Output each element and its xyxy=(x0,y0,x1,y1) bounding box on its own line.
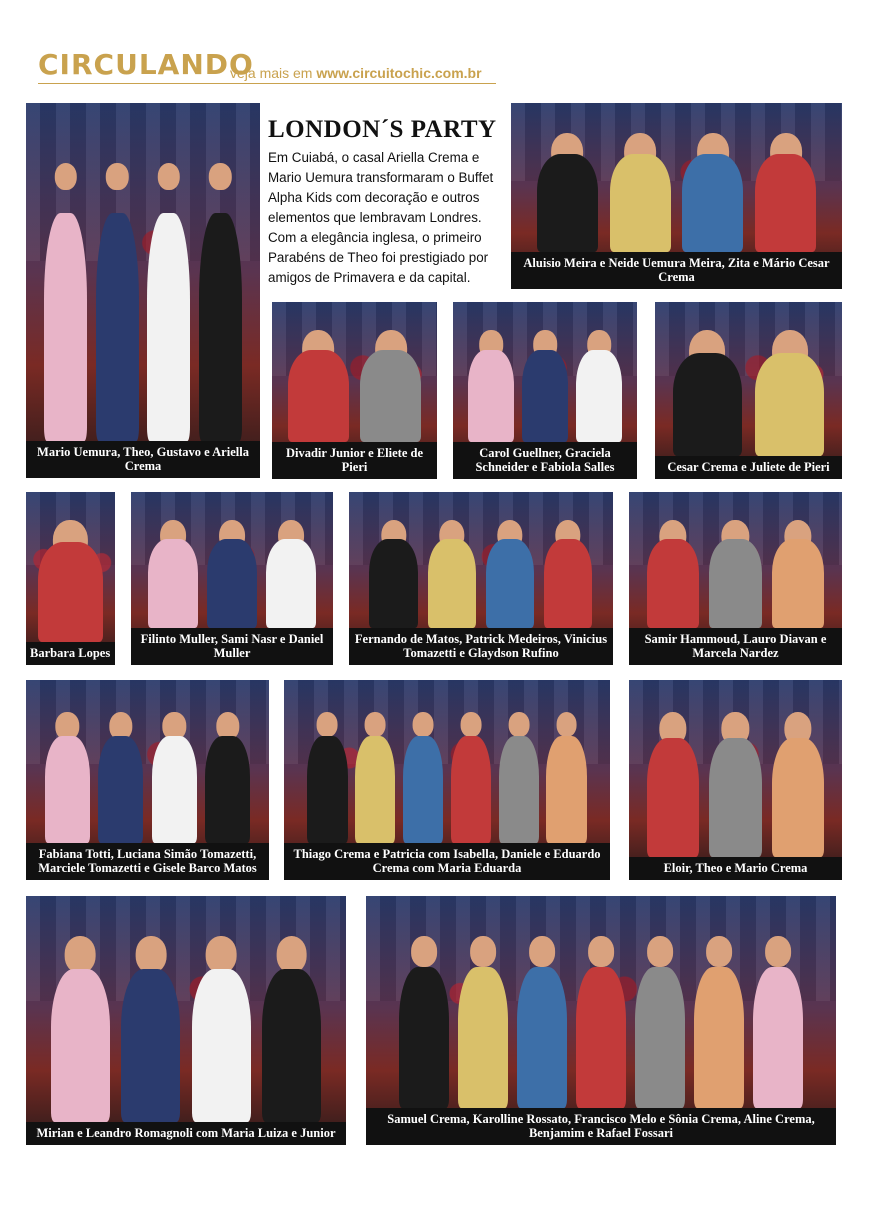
person-body xyxy=(45,736,90,843)
person-body xyxy=(38,542,104,642)
person-silhouette xyxy=(753,936,803,1108)
article-intro xyxy=(268,116,504,288)
person-body xyxy=(610,154,671,252)
person-silhouette xyxy=(451,712,491,843)
photo-13 xyxy=(26,896,346,1145)
people-group xyxy=(464,330,626,442)
person-silhouette xyxy=(517,936,567,1108)
person-head xyxy=(706,936,732,967)
person-silhouette xyxy=(403,712,443,843)
photo-caption: Samir Hammoud, Lauro Diavan e Marcela Nardez xyxy=(629,628,842,665)
person-silhouette xyxy=(360,330,421,442)
header-divider xyxy=(38,83,496,84)
person-body xyxy=(360,350,421,442)
person-body xyxy=(152,736,197,843)
person-silhouette xyxy=(288,330,349,442)
person-silhouette xyxy=(205,712,250,843)
person-head xyxy=(65,936,96,973)
article-body: Em Cuiabá, o casal Ariella Crema e Mario Uemura transformaram o Buffet Alpha Kids com decoração e outros elementos que lembravam Londres. Com a elegância inglesa, o primeiro Parabéns de Theo foi prestigiado por amigos de Primavera e da capital. xyxy=(268,150,494,285)
person-body xyxy=(647,738,699,857)
person-silhouette xyxy=(486,520,535,628)
person-head xyxy=(55,163,77,190)
person-body xyxy=(517,967,567,1108)
person-head xyxy=(135,936,166,973)
people-group xyxy=(666,330,831,456)
person-body xyxy=(355,736,395,843)
photo-6 xyxy=(26,492,115,665)
person-body xyxy=(403,736,443,843)
person-silhouette xyxy=(709,520,761,628)
photo-caption: Mario Uemura, Theo, Gustavo e Ariella Crema xyxy=(26,441,260,478)
person-body xyxy=(544,539,593,628)
photo-caption: Fernando de Matos, Patrick Medeiros, Vinicius Tomazetti e Glaydson Rufino xyxy=(349,628,613,665)
person-body xyxy=(635,967,685,1108)
photo-12 xyxy=(629,680,842,880)
person-body xyxy=(147,213,190,441)
person-silhouette xyxy=(192,936,251,1122)
section-title: CIRCULANDO xyxy=(38,48,254,81)
photo-caption: Mirian e Leandro Romagnoli com Maria Luiza e Junior xyxy=(26,1122,346,1145)
person-silhouette xyxy=(772,712,824,857)
person-silhouette xyxy=(121,936,180,1122)
person-body xyxy=(772,738,824,857)
person-silhouette xyxy=(635,936,685,1108)
person-silhouette xyxy=(755,133,816,252)
person-silhouette xyxy=(458,936,508,1108)
photo-caption: Filinto Muller, Sami Nasr e Daniel Muller xyxy=(131,628,333,665)
person-body xyxy=(98,736,143,843)
article-title: LONDON´S PARTY xyxy=(268,116,497,143)
person-silhouette xyxy=(755,330,824,456)
people-group xyxy=(365,520,597,628)
person-silhouette xyxy=(772,520,824,628)
person-body xyxy=(486,539,535,628)
person-silhouette xyxy=(399,936,449,1108)
person-silhouette xyxy=(266,520,316,628)
person-body xyxy=(755,353,824,456)
person-body xyxy=(755,154,816,252)
person-silhouette xyxy=(576,936,626,1108)
person-silhouette xyxy=(682,133,743,252)
person-head xyxy=(556,712,577,737)
person-body xyxy=(288,350,349,442)
person-body xyxy=(399,967,449,1108)
person-head xyxy=(588,936,614,967)
people-group xyxy=(282,330,427,442)
person-silhouette xyxy=(96,163,139,441)
photo-9 xyxy=(629,492,842,665)
person-body xyxy=(499,736,539,843)
person-body xyxy=(205,736,250,843)
person-head xyxy=(106,163,128,190)
person-body xyxy=(468,350,513,442)
people-group xyxy=(31,520,109,642)
person-body xyxy=(576,967,626,1108)
person-silhouette xyxy=(51,936,110,1122)
person-silhouette xyxy=(522,330,567,442)
person-body xyxy=(192,969,251,1122)
person-body xyxy=(307,736,347,843)
person-head xyxy=(470,936,496,967)
people-group xyxy=(143,520,321,628)
photo-caption: Carol Guellner, Graciela Schneider e Fabiola Salles xyxy=(453,442,637,479)
photo-caption: Fabiana Totti, Luciana Simão Tomazetti, Marciele Tomazetti e Gisele Barco Matos xyxy=(26,843,269,880)
person-head xyxy=(276,936,307,973)
people-group xyxy=(394,936,808,1108)
person-silhouette xyxy=(647,712,699,857)
person-head xyxy=(647,936,673,967)
photo-caption: Eloir, Theo e Mario Crema xyxy=(629,857,842,880)
photo-2 xyxy=(511,103,842,289)
person-head xyxy=(765,936,791,967)
people-group xyxy=(41,712,255,843)
person-silhouette xyxy=(152,712,197,843)
person-body xyxy=(369,539,418,628)
photo-4 xyxy=(453,302,637,479)
photo-caption: Divadir Junior e Eliete de Pieri xyxy=(272,442,437,479)
person-silhouette xyxy=(647,520,699,628)
person-body xyxy=(44,213,87,441)
person-body xyxy=(121,969,180,1122)
website-link[interactable]: www.circuitochic.com.br xyxy=(316,65,482,81)
photo-3 xyxy=(272,302,437,479)
photo-11 xyxy=(284,680,610,880)
person-silhouette xyxy=(147,163,190,441)
person-body xyxy=(266,539,316,628)
photo-caption: Aluisio Meira e Neide Uemura Meira, Zita e Mário Cesar Crema xyxy=(511,252,842,289)
person-silhouette xyxy=(262,936,321,1122)
photo-14 xyxy=(366,896,836,1145)
person-silhouette xyxy=(709,712,761,857)
people-group xyxy=(40,163,246,441)
person-body xyxy=(428,539,477,628)
person-silhouette xyxy=(428,520,477,628)
person-body xyxy=(537,154,598,252)
person-silhouette xyxy=(576,330,621,442)
person-silhouette xyxy=(148,520,198,628)
person-body xyxy=(522,350,567,442)
person-silhouette xyxy=(694,936,744,1108)
person-body xyxy=(772,539,824,628)
person-body xyxy=(673,353,742,456)
person-head xyxy=(460,712,481,737)
person-head xyxy=(209,163,231,190)
person-head xyxy=(365,712,386,737)
person-silhouette xyxy=(537,133,598,252)
person-head xyxy=(529,936,555,967)
people-group xyxy=(531,133,822,252)
page-header xyxy=(38,48,498,88)
person-head xyxy=(413,712,434,737)
person-silhouette xyxy=(546,712,586,843)
person-silhouette xyxy=(307,712,347,843)
person-body xyxy=(753,967,803,1108)
person-body xyxy=(148,539,198,628)
person-head xyxy=(411,936,437,967)
person-silhouette xyxy=(499,712,539,843)
photo-5 xyxy=(655,302,842,479)
see-more-prefix: veja mais em xyxy=(230,65,317,81)
person-body xyxy=(682,154,743,252)
people-group xyxy=(304,712,591,843)
person-body xyxy=(546,736,586,843)
photo-caption: Thiago Crema e Patricia com Isabella, Daniele e Eduardo Crema com Maria Eduarda xyxy=(284,843,610,880)
photo-caption: Samuel Crema, Karolline Rossato, Francisco Melo e Sônia Crema, Aline Crema, Benjamim e Rafael Fossari xyxy=(366,1108,836,1145)
person-silhouette xyxy=(98,712,143,843)
person-body xyxy=(262,969,321,1122)
person-body xyxy=(207,539,257,628)
person-silhouette xyxy=(45,712,90,843)
photo-7 xyxy=(131,492,333,665)
person-body xyxy=(199,213,242,441)
person-head xyxy=(206,936,237,973)
person-silhouette xyxy=(199,163,242,441)
person-body xyxy=(458,967,508,1108)
person-silhouette xyxy=(44,163,87,441)
person-head xyxy=(508,712,529,737)
person-body xyxy=(51,969,110,1122)
person-silhouette xyxy=(355,712,395,843)
person-silhouette xyxy=(468,330,513,442)
person-silhouette xyxy=(544,520,593,628)
person-body xyxy=(451,736,491,843)
person-body xyxy=(694,967,744,1108)
photo-10 xyxy=(26,680,269,880)
person-body xyxy=(576,350,621,442)
people-group xyxy=(45,936,327,1122)
person-silhouette xyxy=(369,520,418,628)
person-silhouette xyxy=(38,520,104,642)
see-more-text xyxy=(230,65,482,81)
person-head xyxy=(317,712,338,737)
person-silhouette xyxy=(673,330,742,456)
people-group xyxy=(642,520,829,628)
person-silhouette xyxy=(207,520,257,628)
photo-1 xyxy=(26,103,260,478)
person-body xyxy=(647,539,699,628)
photo-caption: Cesar Crema e Juliete de Pieri xyxy=(655,456,842,479)
photo-8 xyxy=(349,492,613,665)
person-body xyxy=(709,539,761,628)
person-body xyxy=(709,738,761,857)
person-head xyxy=(158,163,180,190)
people-group xyxy=(642,712,829,857)
photo-caption: Barbara Lopes xyxy=(26,642,115,665)
person-body xyxy=(96,213,139,441)
person-silhouette xyxy=(610,133,671,252)
